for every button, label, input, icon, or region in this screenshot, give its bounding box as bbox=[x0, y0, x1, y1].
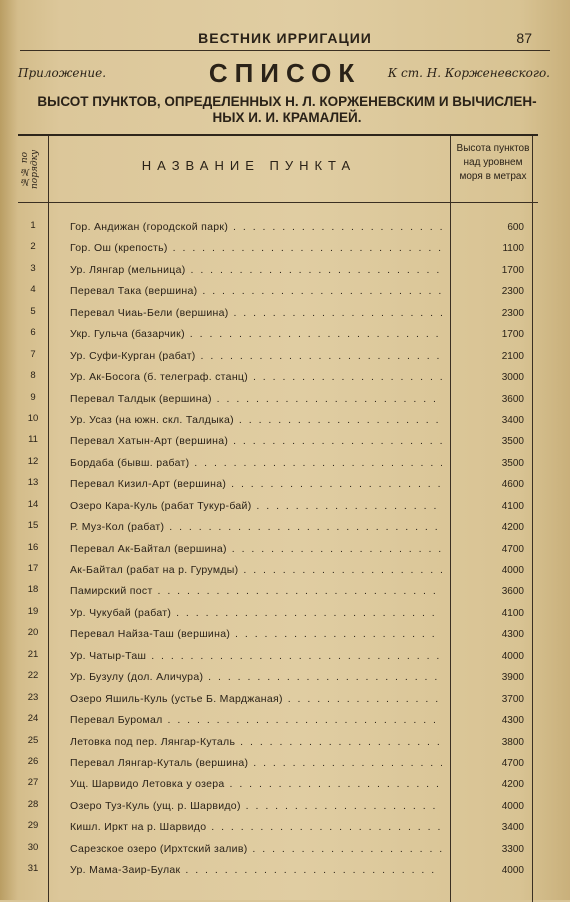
point-name: Перевал Найза-Таш (вершина) . . . bbox=[70, 628, 442, 640]
table-row bbox=[18, 840, 538, 861]
subtitle-line-2: НЫХ И. И. КРАМАЛЕЙ. bbox=[212, 110, 362, 125]
table-row bbox=[18, 690, 538, 711]
table-row bbox=[18, 261, 538, 282]
table-row bbox=[18, 304, 538, 325]
table-row bbox=[18, 711, 538, 732]
point-name: Перевал Ак-Байтал (вершина) . . . bbox=[70, 543, 442, 555]
row-number: 10 bbox=[27, 412, 39, 424]
point-name: Ур. Мама-Заир-Булак . . . bbox=[70, 864, 442, 876]
table-row bbox=[18, 368, 538, 389]
row-number: 20 bbox=[27, 627, 39, 639]
point-height: 3800 bbox=[501, 736, 524, 748]
row-number: 29 bbox=[27, 820, 39, 832]
point-height: 4100 bbox=[501, 607, 524, 619]
point-name: Памирский пост . . . bbox=[70, 585, 442, 597]
table-row bbox=[18, 282, 538, 303]
point-height: 4200 bbox=[501, 522, 524, 534]
point-height: 4200 bbox=[501, 779, 524, 791]
row-number: 30 bbox=[27, 841, 39, 853]
table-body bbox=[18, 218, 538, 883]
table-row bbox=[18, 497, 538, 518]
point-height: 3600 bbox=[501, 586, 524, 598]
row-number: 16 bbox=[27, 541, 39, 553]
column-header-height-line: над уровнем bbox=[463, 157, 523, 168]
row-number: 31 bbox=[27, 863, 39, 875]
row-number: 9 bbox=[30, 391, 36, 403]
row-number: 2 bbox=[30, 241, 36, 253]
point-height: 3400 bbox=[501, 414, 524, 426]
point-name: Перевал Хатын-Арт (вершина) . . . bbox=[70, 435, 442, 447]
journal-title: ВЕСТНИК ИРРИГАЦИИ bbox=[198, 30, 372, 46]
point-name: Ур. Чатыр-Таш . . . bbox=[70, 650, 442, 662]
table-row bbox=[18, 647, 538, 668]
row-number: 25 bbox=[27, 734, 39, 746]
point-height: 3000 bbox=[501, 372, 524, 384]
point-name: Озеро Яшиль-Куль (устье Б. Марджаная) . . . bbox=[70, 693, 442, 705]
point-name: Р. Муз-Кол (рабат) . . . bbox=[70, 521, 442, 533]
table-row bbox=[18, 475, 538, 496]
point-height: 1700 bbox=[501, 329, 524, 341]
point-height: 3400 bbox=[501, 822, 524, 834]
subtitle bbox=[18, 94, 556, 126]
table-row bbox=[18, 775, 538, 796]
table-row bbox=[18, 239, 538, 260]
table-row bbox=[18, 582, 538, 603]
point-height: 2300 bbox=[501, 286, 524, 298]
table-header bbox=[18, 136, 538, 203]
table-row bbox=[18, 390, 538, 411]
point-name: Перевал Лянгар-Куталь (вершина) . . . bbox=[70, 757, 442, 769]
row-number: 3 bbox=[30, 262, 36, 274]
table-row bbox=[18, 561, 538, 582]
row-number: 15 bbox=[27, 520, 39, 532]
heights-table bbox=[18, 134, 538, 902]
column-header-height-line: Высота пунктов bbox=[456, 143, 530, 154]
point-height: 4600 bbox=[501, 479, 524, 491]
page-number: 87 bbox=[516, 30, 532, 46]
point-name: Бордаба (бывш. рабат) . . . bbox=[70, 457, 442, 469]
point-name: Озеро Кара-Куль (рабат Тукур-бай) . . . bbox=[70, 500, 442, 512]
table-row bbox=[18, 754, 538, 775]
row-number: 19 bbox=[27, 605, 39, 617]
point-name: Ур. Ак-Босога (б. телеграф. станц) . . . bbox=[70, 371, 442, 383]
table-row bbox=[18, 454, 538, 475]
table-row bbox=[18, 861, 538, 882]
running-header bbox=[20, 28, 550, 51]
point-height: 3700 bbox=[501, 693, 524, 705]
row-number: 13 bbox=[27, 477, 39, 489]
point-name: Летовка под пер. Лянгар-Куталь . . . bbox=[70, 736, 442, 748]
table-row bbox=[18, 518, 538, 539]
row-number: 8 bbox=[30, 370, 36, 382]
point-height: 4700 bbox=[501, 543, 524, 555]
row-number: 26 bbox=[27, 755, 39, 767]
table-row bbox=[18, 625, 538, 646]
table-row bbox=[18, 432, 538, 453]
point-name: Озеро Туз-Куль (ущ. р. Шарвидо) . . . bbox=[70, 800, 442, 812]
row-number: 7 bbox=[30, 348, 36, 360]
table-row bbox=[18, 604, 538, 625]
row-number: 28 bbox=[27, 798, 39, 810]
point-height: 3900 bbox=[501, 672, 524, 684]
table-row bbox=[18, 325, 538, 346]
table-row bbox=[18, 218, 538, 239]
point-name: Гор. Ош (крепость) . . . bbox=[70, 242, 442, 254]
point-name: Ур. Бузулу (дол. Аличура) . . . bbox=[70, 671, 442, 683]
point-height: 4000 bbox=[501, 565, 524, 576]
point-height: 1100 bbox=[502, 243, 524, 255]
point-name: Ур. Суфи-Курган (рабат) . . . bbox=[70, 350, 442, 362]
point-name: Ур. Чукубай (рабат) . . . bbox=[70, 607, 442, 619]
point-name: Укр. Гульча (базарчик) . . . bbox=[70, 328, 442, 340]
point-height: 4000 bbox=[501, 650, 524, 662]
author-note: К ст. Н. Корженевского. bbox=[387, 66, 550, 80]
point-height: 4000 bbox=[501, 865, 524, 877]
subtitle-line-1: ВЫСОТ ПУНКТОВ, ОПРЕДЕЛЕННЫХ Н. Л. КОРЖЕНЕВСКИМ И ВЫЧИСЛЕН- bbox=[37, 94, 537, 109]
point-height: 3500 bbox=[501, 436, 524, 448]
point-name: Перевал Кизил-Арт (вершина) . . . bbox=[70, 478, 442, 490]
row-number: 12 bbox=[27, 455, 39, 467]
point-name: Ур. Усаз (на южн. скл. Талдыка) . . . bbox=[70, 414, 442, 426]
table-row bbox=[18, 540, 538, 561]
table-row bbox=[18, 818, 538, 839]
point-name: Ур. Лянгар (мельница) . . . bbox=[70, 264, 442, 276]
table-row bbox=[18, 347, 538, 368]
point-height: 2100 bbox=[501, 350, 524, 362]
row-number: 27 bbox=[27, 777, 39, 789]
row-number: 14 bbox=[27, 498, 39, 510]
row-number: 6 bbox=[30, 327, 36, 339]
point-height: 2300 bbox=[501, 307, 524, 319]
list-title: СПИСОК bbox=[208, 58, 362, 88]
column-header-height bbox=[450, 142, 536, 184]
point-name: Кишл. Иркт на р. Шарвидо . . . bbox=[70, 821, 442, 833]
column-header-height-line: моря в метрах bbox=[459, 171, 527, 182]
point-height: 600 bbox=[507, 222, 524, 233]
point-name: Ак-Байтал (рабат на р. Гурумды) . . . bbox=[70, 564, 442, 576]
table-row bbox=[18, 668, 538, 689]
table-row bbox=[18, 733, 538, 754]
column-header-name: НАЗВАНИЕ ПУНКТА bbox=[141, 158, 357, 173]
row-number: 22 bbox=[27, 670, 39, 682]
point-height: 3300 bbox=[501, 843, 524, 855]
point-name: Перевал Така (вершина) . . . bbox=[70, 285, 442, 297]
point-height: 3600 bbox=[501, 393, 524, 405]
row-number: 1 bbox=[30, 220, 36, 231]
row-number: 23 bbox=[27, 691, 39, 703]
row-number: 17 bbox=[27, 563, 39, 574]
point-name: Перевал Талдык (вершина) . . . bbox=[70, 393, 442, 405]
point-name: Ущ. Шарвидо Летовка у озера . . . bbox=[70, 778, 442, 790]
row-number: 4 bbox=[30, 284, 36, 296]
point-name: Перевал Чиаь-Бели (вершина) . . . bbox=[70, 307, 442, 319]
row-number: 18 bbox=[27, 584, 39, 596]
appendix-label: Приложение. bbox=[18, 66, 107, 80]
row-number: 21 bbox=[27, 648, 39, 660]
point-height: 3500 bbox=[501, 457, 524, 469]
table-row bbox=[18, 797, 538, 818]
column-header-number: №№ по порядку bbox=[20, 149, 40, 189]
point-name: Перевал Буромал . . . bbox=[70, 714, 442, 726]
point-height: 1700 bbox=[501, 264, 524, 276]
row-number: 11 bbox=[28, 434, 38, 446]
point-height: 4300 bbox=[501, 629, 524, 641]
point-height: 4000 bbox=[501, 800, 524, 812]
point-height: 4100 bbox=[501, 500, 524, 512]
point-name: Гор. Андижан (городской парк) . . . bbox=[70, 221, 442, 233]
row-number: 24 bbox=[27, 713, 39, 725]
point-name: Сарезское озеро (Ирхтский залив) . . . bbox=[70, 843, 442, 855]
row-number: 5 bbox=[30, 305, 36, 317]
table-row bbox=[18, 411, 538, 432]
point-height: 4300 bbox=[501, 715, 524, 727]
point-height: 4700 bbox=[501, 757, 524, 769]
